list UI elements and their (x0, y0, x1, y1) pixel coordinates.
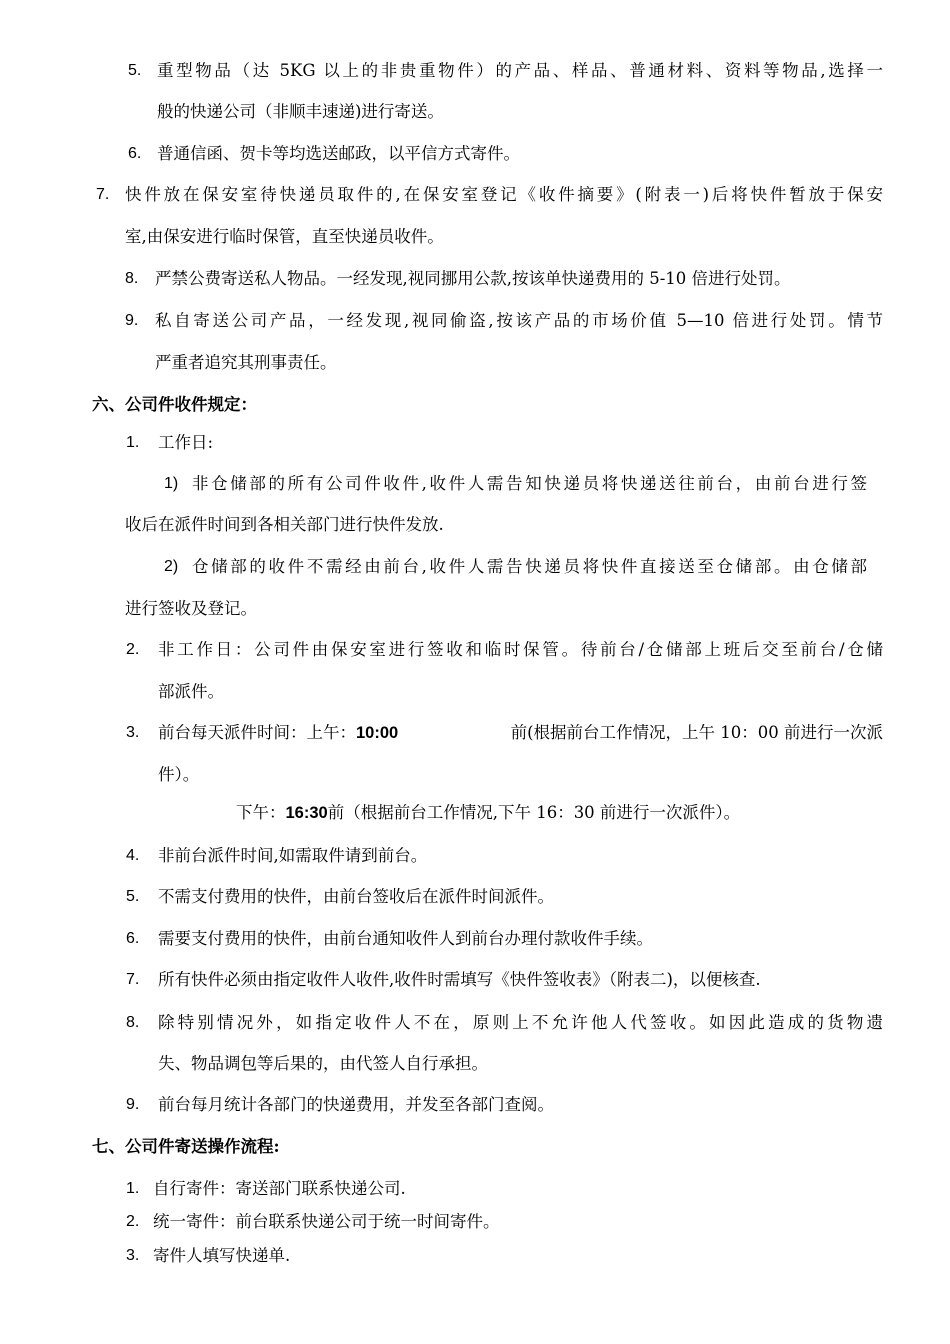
list-number: 9. (125, 312, 139, 329)
list-number: 8. (125, 270, 139, 287)
list-item-text: 寄件人填写快递单. (153, 1246, 291, 1265)
morning-note: 前(根据前台工作情况，上午 10：00 前进行一次派 (510, 723, 883, 742)
list-item-text: 自行寄件：寄送部门联系快递公司. (153, 1179, 406, 1198)
list-item-text: 统一寄件：前台联系快递公司于统一时间寄件。 (153, 1212, 500, 1231)
section-heading: 七、公司件寄送操作流程: (92, 1137, 280, 1156)
sub-list-text: 收后在派件时间到各相关部门进行快件发放. (125, 515, 444, 534)
list-item-text: 前台每月统计各部门的快递费用，并发至各部门查阅。 (158, 1095, 554, 1114)
list-item-text: 非工作日：公司件由保安室进行签收和临时保管。待前台/仓储部上班后交至前台/仓储 (158, 640, 883, 659)
list-item-text: 所有快件必须由指定收件人收件,收件时需填写《快件签收表》（附表二)，以便核查. (158, 970, 761, 989)
sub-list-number: 2) (164, 558, 179, 575)
list-item-text: 严重者追究其刑事责任。 (155, 353, 337, 372)
afternoon-label: 下午： (236, 803, 286, 822)
list-item-text: 失、物品调包等后果的，由代签人自行承担。 (158, 1054, 488, 1073)
list-number: 5. (128, 62, 142, 79)
list-item-text: 除特别情况外，如指定收件人不在，原则上不允许他人代签收。如因此造成的货物遗 (158, 1013, 883, 1032)
list-number: 7. (126, 971, 140, 988)
list-item-text: 室,由保安进行临时保管，直至快递员收件。 (125, 227, 444, 246)
list-item-text: 私自寄送公司产品，一经发现,视同偷盗,按该产品的市场价值 5—10 倍进行处罚。情节 (155, 311, 883, 330)
list-item-text: 不需支付费用的快件，由前台签收后在派件时间派件。 (158, 887, 554, 906)
sub-list-number: 1) (164, 475, 179, 492)
afternoon-time: 16:30 (285, 804, 328, 822)
section-heading: 六、公司件收件规定： (92, 395, 257, 414)
list-item-text: 严禁公费寄送私人物品。一经发现,视同挪用公款,按该单快递费用的 5-10 倍进行处罚。 (155, 269, 791, 288)
morning-time: 10:00 (356, 724, 399, 742)
sub-list-text: 非仓储部的所有公司件收件,收件人需告知快递员将快递送往前台，由前台进行签 (192, 474, 867, 493)
list-number: 3. (126, 724, 140, 741)
sub-list-text: 仓储部的收件不需经由前台,收件人需告快递员将快件直接送至仓储部。由仓储部 (192, 557, 867, 576)
list-item-text: 需要支付费用的快件，由前台通知收件人到前台办理付款收件手续。 (158, 929, 653, 948)
list-number: 9. (126, 1096, 140, 1113)
list-item-text: 部派件。 (158, 682, 224, 701)
afternoon-note: 前（根据前台工作情况,下午 16：30 前进行一次派件）。 (327, 803, 741, 822)
afternoon-line (236, 802, 740, 824)
list-item-text: 快件放在保安室待快递员取件的,在保安室登记《收件摘要》(附表一)后将快件暂放于保安 (125, 185, 883, 204)
list-number: 3. (126, 1247, 140, 1264)
list-item-text: 普通信函、贺卡等均选送邮政，以平信方式寄件。 (157, 144, 520, 163)
list-item-text: 非前台派件时间,如需取件请到前台。 (158, 846, 428, 865)
list-number: 8. (126, 1014, 140, 1031)
sub-list-text: 进行签收及登记。 (125, 599, 257, 618)
list-number: 1. (126, 1180, 140, 1197)
list-item-text: 工作日: (158, 433, 214, 452)
list-number: 6. (126, 930, 140, 947)
list-number: 2. (126, 641, 140, 658)
list-item-text: 件）。 (158, 765, 200, 784)
morning-label: 前台每天派件时间：上午： (158, 723, 356, 742)
list-item-text: 重型物品（达 5KG 以上的非贵重物件）的产品、样品、普通材料、资料等物品,选择一 (157, 61, 883, 80)
list-item-text (158, 722, 883, 744)
list-number: 1. (126, 434, 140, 451)
list-number: 2. (126, 1213, 140, 1230)
list-number: 5. (126, 888, 140, 905)
list-number: 7. (96, 186, 110, 203)
list-number: 4. (126, 847, 140, 864)
list-item-text: 般的快递公司（非顺丰速递)进行寄送。 (157, 102, 444, 121)
list-number: 6. (128, 145, 142, 162)
